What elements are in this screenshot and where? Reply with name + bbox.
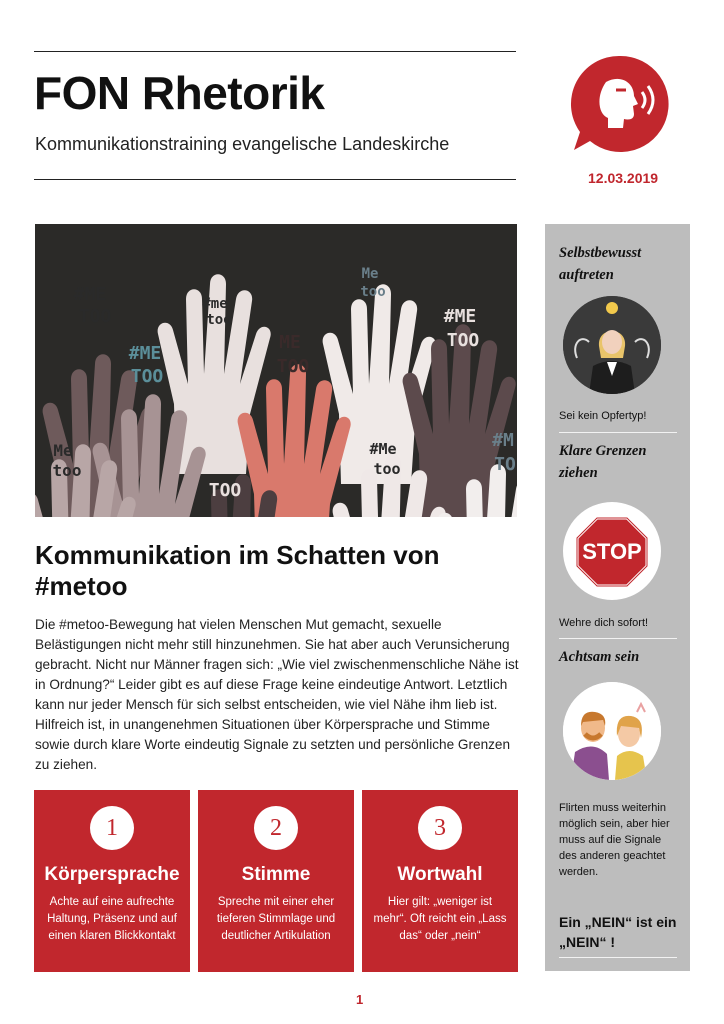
page-subtitle: Kommunikationstraining evangelische Landeskirche <box>35 134 450 154</box>
tip-box-stimme <box>198 790 354 972</box>
sidebar-emphasis-nein: Ein „NEIN“ ist ein „NEIN“ ! <box>559 914 677 950</box>
speaking-head-icon <box>568 52 672 156</box>
sidebar <box>545 224 690 971</box>
top-rule <box>34 51 516 52</box>
sidebar-heading-achtsam: Achtsam sein <box>559 649 640 665</box>
metoo-hands-image <box>35 224 517 517</box>
sidebar-divider <box>559 638 677 639</box>
svg-text:TOO: TOO <box>130 366 164 387</box>
hand-label: #ME <box>73 284 107 305</box>
page-number: 1 <box>356 992 364 1007</box>
svg-text:Me: Me <box>53 441 73 460</box>
svg-text:TOO: TOO <box>446 330 480 351</box>
issue-date: 12.03.2019 <box>588 170 659 186</box>
tip-number: 3 <box>418 806 462 850</box>
tip-title: Körpersprache <box>44 864 180 885</box>
sidebar-divider <box>559 432 677 433</box>
svg-text:TOO: TOO <box>276 356 310 377</box>
svg-text:too: too <box>373 460 401 478</box>
stop-sign-text: STOP <box>582 539 642 564</box>
article-headline: Kommunikation im Schatten von #metoo <box>35 540 440 601</box>
tip-title: Wortwahl <box>397 864 483 885</box>
svg-text:TOO: TOO <box>78 306 112 327</box>
tip-number: 2 <box>254 806 298 850</box>
svg-text:too: too <box>52 461 82 480</box>
svg-text:#ME: #ME <box>443 306 477 327</box>
tip-title: Stimme <box>241 864 311 885</box>
svg-text:too: too <box>360 284 386 300</box>
svg-text:too: too <box>206 312 232 328</box>
tip-number: 1 <box>90 806 134 850</box>
sidebar-caption-opfertyp: Sei kein Opfertyp! <box>559 410 647 422</box>
article-body: Die #metoo-Bewegung hat vielen Menschen Mut gemacht, sexuelle Belästigungen nicht mehr still hinzunehmen. Sie hat aber auch Verunsicherung gebracht. Nicht nur Männer fragen sich: „Wie viel zwischenmenschliche Nähe ist in Ordnung?“ Leider gibt es auf diese Frage keine eindeutige Antwort. Letztlich kann nur jeder Mensch für sich selbst entscheiden, wie viel Nähe ihm lieb ist. Hilfreich ist, in unangenehmen Situationen über Körpersprache und Stimme sowie durch klare Worte eindeutig Signale zu setzten und persönliche Grenzen zu ziehen. <box>35 617 519 772</box>
svg-text:ME: ME <box>279 332 301 353</box>
stop-sign-image <box>563 502 661 600</box>
svg-text:#Me: #Me <box>369 440 397 458</box>
svg-text:ME: ME <box>209 456 231 477</box>
tip-box-wortwahl <box>362 790 518 972</box>
sidebar-caption-wehre: Wehre dich sofort! <box>559 617 649 629</box>
svg-text:#ME: #ME <box>128 343 162 364</box>
sidebar-divider <box>559 957 677 958</box>
svg-text:Me: Me <box>361 266 379 282</box>
tip-box-koerpersprache <box>34 790 190 972</box>
confident-woman-image <box>563 296 661 394</box>
tip-text: Achte auf eine aufrechte Haltung, Präsenz und auf einen klaren Blickkontakt <box>47 896 177 942</box>
page-title: FON Rhetorik <box>34 67 325 119</box>
svg-text:TOO: TOO <box>208 480 242 501</box>
sidebar-text-flirten: Flirten muss weiterhin möglich sein, aber hier muss auf die Signale des anderen geachtet werden. <box>559 802 670 878</box>
header-rule <box>34 179 516 180</box>
sidebar-heading-grenzen: Klare Grenzen ziehen <box>559 443 647 481</box>
svg-text:#me: #me <box>202 296 228 312</box>
couple-illustration <box>563 682 661 780</box>
sidebar-heading-selbstbewusst: Selbstbewusst auftreten <box>559 245 642 283</box>
tip-text: Spreche mit einer eher tieferen Stimmlage und deutlicher Artikulation <box>216 896 336 942</box>
svg-text:TO: TO <box>494 454 516 475</box>
svg-text:#M: #M <box>492 430 514 451</box>
tip-text: Hier gilt: „weniger ist mehr“. Oft reicht ein „Lass das“ oder „nein“ <box>373 896 507 942</box>
